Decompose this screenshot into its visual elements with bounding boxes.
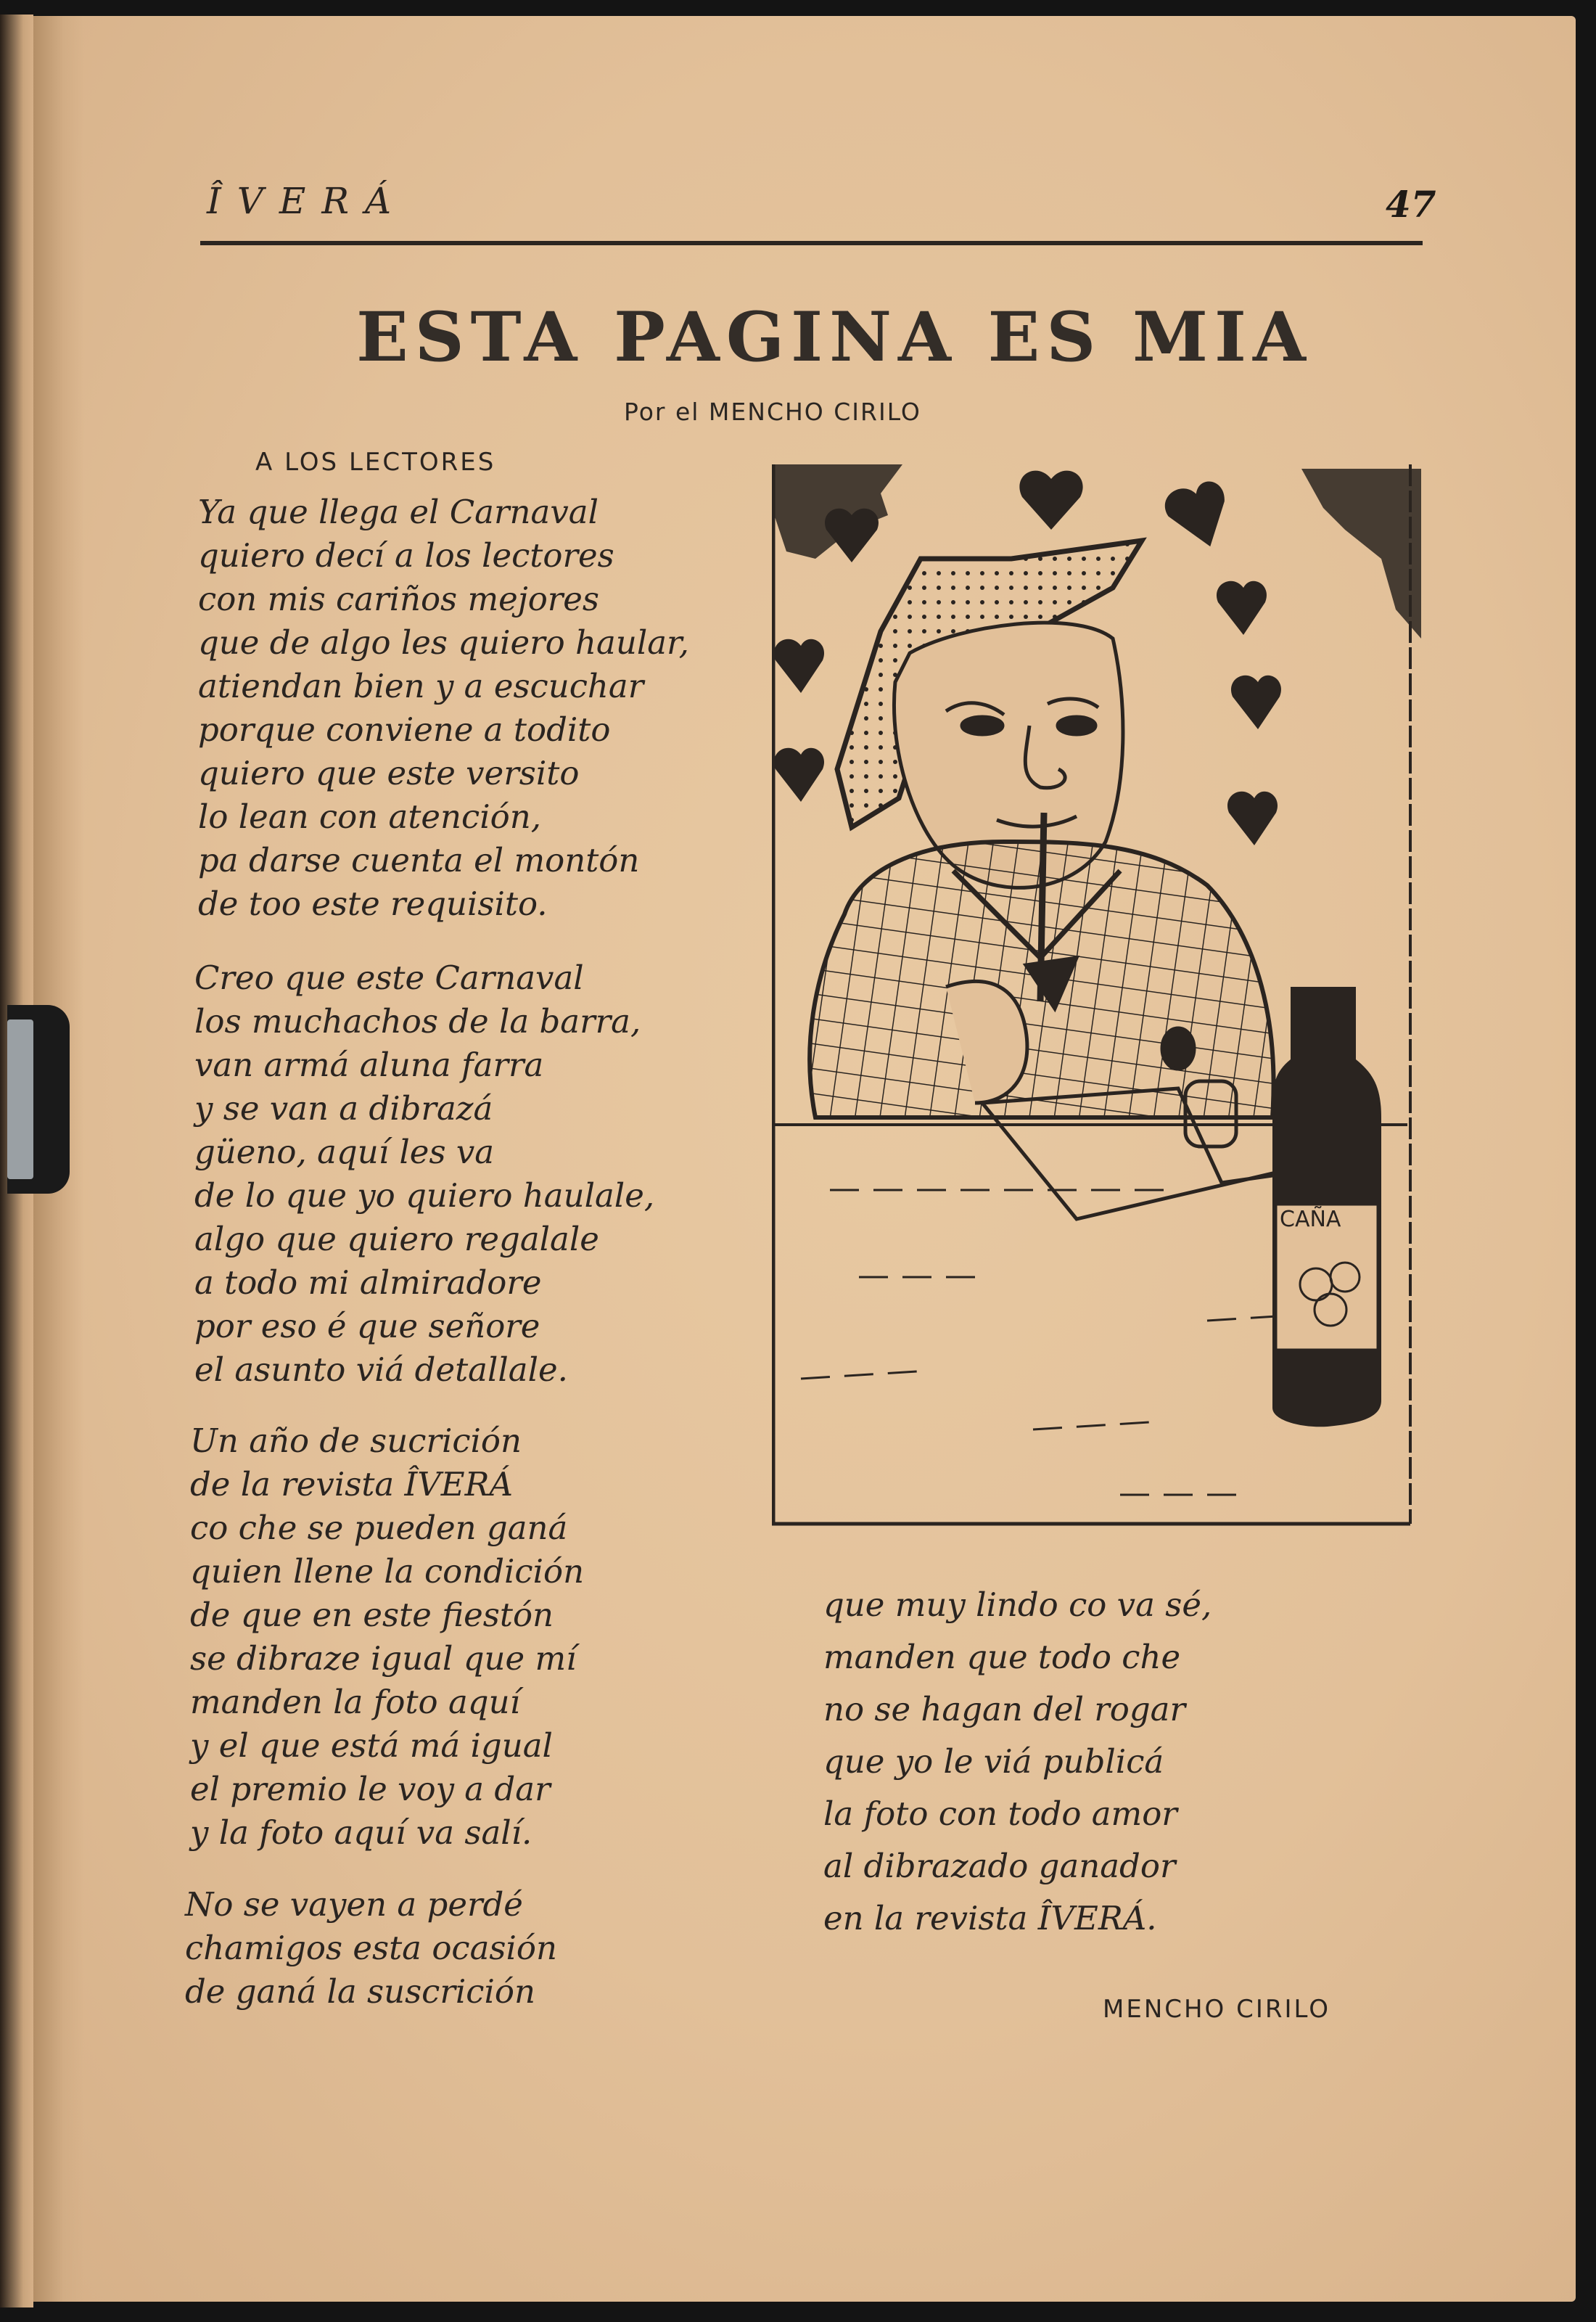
bottle-icon — [1272, 987, 1381, 1427]
verse-line: el asunto viá detallale. — [194, 1350, 568, 1389]
verse-line: Creo que este Carnaval — [194, 959, 584, 997]
verse-line: chamigos esta ocasión — [185, 1929, 557, 1967]
verse-line: manden la foto aquí — [190, 1683, 520, 1721]
header-rule — [200, 241, 1423, 245]
verse-line: no se hagan del rogar — [823, 1690, 1186, 1728]
verse-line: se dibraze igual que mí — [190, 1639, 577, 1678]
verse-line: la foto con todo amor — [823, 1794, 1177, 1833]
verse-line: los muchachos de la barra, — [194, 1002, 641, 1041]
verse-line: y la foto aquí va salí. — [190, 1813, 532, 1852]
section-heading: A LOS LECTORES — [255, 448, 496, 477]
signature: MENCHO CIRILO — [1103, 1995, 1331, 2024]
stanza-1 — [198, 491, 689, 926]
verse-line: a todo mi almiradore — [194, 1263, 542, 1302]
stanza-3 — [190, 1419, 584, 1855]
stanza-2 — [194, 956, 654, 1392]
verse-line: y se van a dibrazá — [194, 1089, 493, 1128]
verse-line: en la revista ÎVERÁ. — [823, 1899, 1157, 1937]
verse-line: por eso é que señore — [194, 1307, 540, 1345]
article-byline: Por el MENCHO CIRILO — [624, 398, 921, 426]
verse-line: Ya que llega el Carnaval — [198, 493, 598, 531]
verse-line: que muy lindo co va sé, — [823, 1585, 1212, 1624]
verse-line: porque conviene a todito — [198, 710, 611, 749]
verse-line: de lo que yo quiero haulale, — [194, 1176, 655, 1215]
verse-line: güeno, aquí les va — [194, 1133, 495, 1171]
verse-line: de ganá la suscrición — [185, 1972, 535, 2011]
verse-line: quiero que este versito — [198, 754, 580, 792]
verse-line: y el que está má igual — [190, 1726, 553, 1765]
table-items — [801, 1081, 1323, 1495]
page-number: 47 — [1386, 183, 1436, 226]
verse-line: van armá aluna farra — [194, 1046, 544, 1084]
man-in-kerchief — [810, 541, 1273, 1117]
verse-line: el premio le voy a dar — [190, 1770, 551, 1808]
verse-line: pa darse cuenta el montón — [198, 841, 640, 879]
verse-line: lo lean con atención, — [198, 797, 542, 836]
verse-line: algo que quiero regalale — [194, 1220, 599, 1258]
binding-tear — [7, 1005, 70, 1194]
verse-line: de la revista ÎVERÁ — [190, 1465, 514, 1503]
verse-line: de que en este fiestón — [190, 1596, 554, 1634]
verse-line: No se vayen a perdé — [185, 1885, 523, 1924]
stanza-4 — [185, 1883, 557, 2014]
verse-line: al dibrazado ganador — [823, 1847, 1176, 1885]
bottle-label: CAÑA — [1280, 1207, 1341, 1232]
verse-line: de too este requisito. — [198, 885, 548, 923]
illustration-man-with-bottle — [772, 464, 1425, 1531]
verse-line: quien llene la condición — [190, 1552, 585, 1591]
running-title: ÎVERÁ — [207, 180, 408, 222]
stanza-5 — [823, 1579, 1212, 1945]
verse-line: con mis cariños mejores — [198, 580, 600, 618]
verse-line: Un año de sucrición — [190, 1421, 522, 1460]
verse-line: que yo le viá publicá — [823, 1742, 1164, 1781]
verse-line: co che se pueden ganá — [190, 1509, 568, 1547]
article-title: ESTA PAGINA ES MIA — [356, 298, 1312, 377]
verse-line: atiendan bien y a escuchar — [198, 667, 644, 705]
verse-line: quiero decí a los lectores — [198, 536, 614, 575]
verse-line: que de algo les quiero haular, — [198, 623, 689, 662]
verse-line: manden que todo che — [823, 1638, 1181, 1676]
